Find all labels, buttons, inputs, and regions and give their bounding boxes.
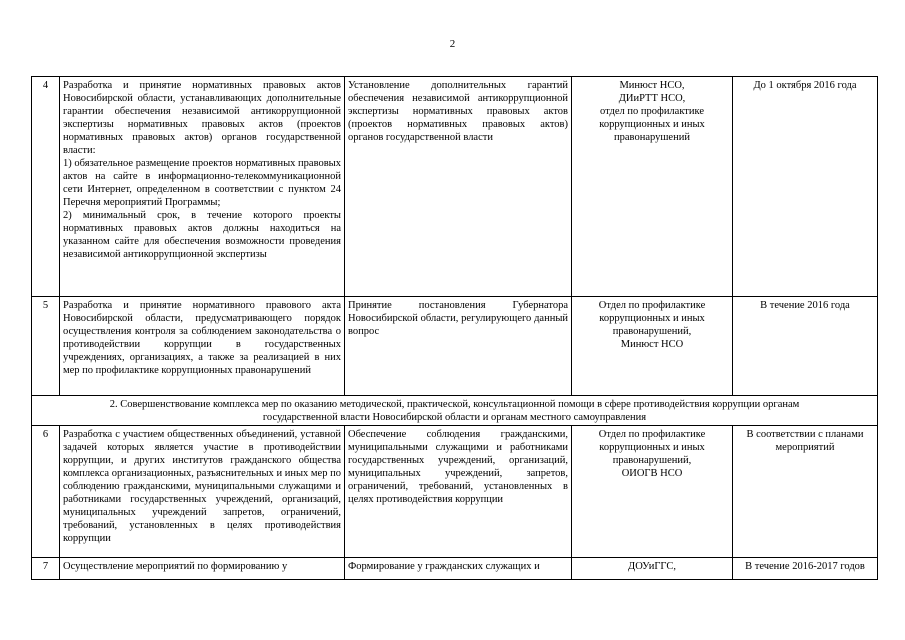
activity-text: Разработка и принятие нормативных правовых актов Новосибирской области, устанавливающих дополнительные гарантии обеспечения независимой антикоррупционной экспертизы нормативных правовых актов (проектов нормативных правовых актов) органов государственной власти: — [63, 80, 341, 156]
executors-cell — [572, 426, 733, 558]
activity-cell — [60, 558, 345, 580]
term-cell: В течение 2016 года — [733, 297, 878, 396]
executor-text: Минюст НСО, — [619, 80, 685, 91]
term-cell: В течение 2016-2017 годов — [733, 558, 878, 580]
page-number: 2 — [449, 38, 456, 50]
section-heading-row — [32, 396, 878, 426]
table-row — [32, 426, 878, 558]
activity-text: 2) минимальный срок, в течение которого проекты нормативных правовых актов должны находиться на указанном сайте для обеспечения возможности проведения независимой антикоррупционной экспертизы — [63, 210, 341, 260]
table-row — [32, 77, 878, 297]
executors-cell — [572, 558, 733, 580]
result-cell: Установление дополнительных гарантий обеспечения независимой антикоррупционной экспертизы нормативных правовых актов (проектов нормативных правовых актов) органов государственной власти — [345, 77, 572, 297]
executors-cell — [572, 297, 733, 396]
activity-cell — [60, 77, 345, 297]
executor-text: отдел по профилактике коррупционных и иных правонарушений — [599, 106, 705, 143]
row-number: 6 — [32, 426, 60, 558]
table-row — [32, 558, 878, 580]
executor-text: ДИиРТТ НСО, — [618, 93, 686, 104]
activity-text: Разработка и принятие нормативного правового акта Новосибирской области, предусматривающего порядок осуществления контроля за соблюдением законодательства о противодействии коррупции в государственных учреждениях, организациях, а также за реализацией в них мер по профилактике коррупционных правонарушений — [63, 300, 341, 376]
executor-text: ДОУиГГС, — [628, 561, 676, 572]
row-number: 5 — [32, 297, 60, 396]
executor-text: ОИОГВ НСО — [621, 468, 683, 479]
activity-text: 1) обязательное размещение проектов нормативных правовых актов на сайте в информационно-телекоммуникационной сети Интернет, определенном в соответствии с пунктом 24 Перечня мероприятий Программы; — [63, 158, 341, 208]
row-number: 7 — [32, 558, 60, 580]
term-cell: До 1 октября 2016 года — [733, 77, 878, 297]
activity-text: Осуществление мероприятий по формированию у — [63, 561, 288, 572]
executor-text: Минюст НСО — [620, 339, 684, 350]
activity-cell — [60, 297, 345, 396]
result-cell: Обеспечение соблюдения гражданскими, муниципальными служащими и работниками государственных учреждений, организаций, муниципальных учреждений, запретов, ограничений, требований, установленных в целях противодействия коррупции — [345, 426, 572, 558]
term-cell: В соответствии с планами мероприятий — [733, 426, 878, 558]
executor-text: Отдел по профилактике коррупционных и иных правонарушений, — [598, 429, 706, 466]
activity-cell — [60, 426, 345, 558]
section-heading-text: государственной власти Новосибирской области и органам местного самоуправления — [262, 412, 647, 423]
result-cell: Принятие постановления Губернатора Новосибирской области, регулирующего данный вопрос — [345, 297, 572, 396]
section-heading — [32, 396, 878, 426]
table-row — [32, 297, 878, 396]
result-cell: Формирование у гражданских служащих и — [345, 558, 572, 580]
executors-cell — [572, 77, 733, 297]
section-heading-text: 2. Совершенствование комплекса мер по оказанию методической, практической, консультационной помощи в сфере противодействия коррупции органам — [109, 399, 800, 410]
program-measures-table — [31, 76, 878, 580]
row-number: 4 — [32, 77, 60, 297]
activity-text: Разработка с участием общественных объединений, уставной задачей которых является участие в противодействии коррупции, и других институтов гражданского общества комплекса организационных, разъяснительных и иных мер по соблюдению гражданскими, муниципальными служащими и работниками государственных учреждений, организаций, муниципальных учреждений запретов, ограничений, требований, установленных в целях противодействия коррупции — [63, 429, 341, 544]
executor-text: Отдел по профилактике коррупционных и иных правонарушений, — [598, 300, 706, 337]
